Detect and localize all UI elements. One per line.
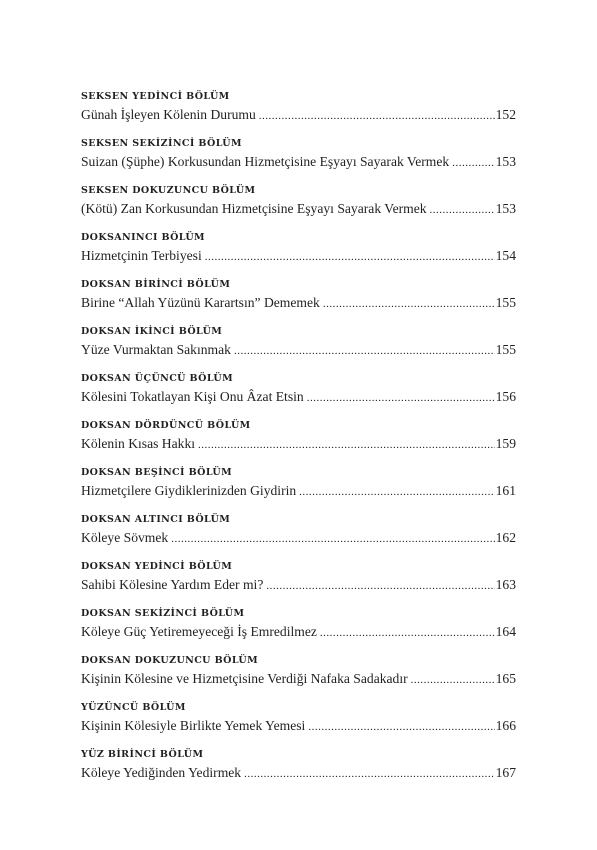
toc-entry	[81, 560, 516, 607]
dot-leader	[244, 765, 495, 783]
chapter-heading: DOKSAN BEŞİNCİ BÖLÜM	[81, 467, 233, 478]
page-number: 165	[495, 671, 516, 686]
toc-entry	[81, 137, 516, 184]
chapter-heading: DOKSAN YEDİNCİ BÖLÜM	[81, 561, 233, 572]
toc-entry	[81, 466, 516, 513]
chapter-heading: DOKSAN DÖRDÜNCÜ BÖLÜM	[81, 420, 251, 431]
toc-entry	[81, 513, 516, 560]
toc-line	[81, 247, 516, 267]
dot-leader	[307, 389, 495, 407]
table-of-contents	[81, 90, 516, 795]
toc-entry	[81, 325, 516, 372]
dot-leader	[308, 718, 494, 736]
page-number: 161	[495, 483, 516, 498]
dot-leader	[171, 530, 494, 548]
toc-entry	[81, 184, 516, 231]
dot-leader	[266, 577, 494, 595]
section-title: Kişinin Kölesiyle Birlikte Yemek Yemesi	[81, 718, 306, 733]
dot-leader	[323, 295, 495, 313]
dot-leader	[234, 342, 495, 360]
section-title: Sahibi Kölesine Yardım Eder mi?	[81, 577, 264, 592]
section-title: Kölenin Kısas Hakkı	[81, 436, 196, 451]
chapter-heading: DOKSAN BİRİNCİ BÖLÜM	[81, 279, 231, 290]
toc-line	[81, 153, 516, 173]
section-title: Köleye Güç Yetiremeyeceği İş Emredilmez	[81, 624, 317, 639]
chapter-heading: DOKSAN İKİNCİ BÖLÜM	[81, 326, 223, 337]
toc-line	[81, 576, 516, 596]
dot-leader	[198, 436, 495, 454]
chapter-heading: DOKSAN ÜÇÜNCÜ BÖLÜM	[81, 373, 234, 384]
chapter-heading: SEKSEN DOKUZUNCU BÖLÜM	[81, 185, 256, 196]
section-title: Kölesini Tokatlayan Kişi Onu Âzat Etsin	[81, 389, 304, 404]
chapter-heading: SEKSEN SEKİZİNCİ BÖLÜM	[81, 138, 242, 149]
page-number: 156	[495, 389, 516, 404]
page-number: 155	[495, 295, 516, 310]
section-title: Birine “Allah Yüzünü Karartsın” Dememek	[81, 295, 320, 310]
page-number: 153	[495, 154, 516, 169]
toc-entry	[81, 748, 516, 795]
section-title: (Kötü) Zan Korkusundan Hizmetçisine Eşyayı Sayarak Vermek	[81, 201, 427, 216]
toc-entry	[81, 419, 516, 466]
section-title: Günah İşleyen Kölenin Durumu	[81, 107, 256, 122]
chapter-heading: DOKSANINCI BÖLÜM	[81, 232, 205, 243]
chapter-heading: YÜZÜNCÜ BÖLÜM	[81, 702, 186, 713]
toc-line	[81, 670, 516, 690]
section-title: Köleye Yediğinden Yedirmek	[81, 765, 242, 780]
chapter-heading: SEKSEN YEDİNCİ BÖLÜM	[81, 91, 230, 102]
toc-line	[81, 717, 516, 737]
toc-line	[81, 764, 516, 784]
dot-leader	[259, 107, 495, 125]
section-title: Hizmetçinin Terbiyesi	[81, 248, 202, 263]
page-number: 167	[495, 765, 516, 780]
toc-line	[81, 435, 516, 455]
section-title: Hizmetçilere Giydiklerinizden Giydirin	[81, 483, 297, 498]
page-number: 159	[495, 436, 516, 451]
toc-entry	[81, 607, 516, 654]
section-title: Köleye Sövmek	[81, 530, 169, 545]
chapter-heading: YÜZ BİRİNCİ BÖLÜM	[81, 749, 204, 760]
page-number: 153	[495, 201, 516, 216]
chapter-heading: DOKSAN SEKİZİNCİ BÖLÜM	[81, 608, 245, 619]
toc-entry	[81, 654, 516, 701]
chapter-heading: DOKSAN DOKUZUNCU BÖLÜM	[81, 655, 259, 666]
dot-leader	[299, 483, 494, 501]
toc-line	[81, 341, 516, 361]
page-number: 162	[495, 530, 516, 545]
toc-line	[81, 623, 516, 643]
page-number: 166	[495, 718, 516, 733]
toc-entry	[81, 90, 516, 137]
toc-line	[81, 106, 516, 126]
page-number: 155	[495, 342, 516, 357]
dot-leader	[320, 624, 495, 642]
toc-line	[81, 529, 516, 549]
page-number: 152	[495, 107, 516, 122]
section-title: Kişinin Kölesine ve Hizmetçisine Verdiği Nafaka Sadakadır	[81, 671, 408, 686]
dot-leader	[205, 248, 495, 266]
toc-line	[81, 388, 516, 408]
dot-leader	[411, 671, 495, 689]
toc-line	[81, 482, 516, 502]
toc-entry	[81, 231, 516, 278]
toc-line	[81, 200, 516, 220]
toc-entry	[81, 701, 516, 748]
page-number: 154	[495, 248, 516, 263]
page-number: 163	[495, 577, 516, 592]
chapter-heading: DOKSAN ALTINCI BÖLÜM	[81, 514, 231, 525]
dot-leader	[430, 201, 495, 219]
section-title: Suizan (Şüphe) Korkusundan Hizmetçisine Eşyayı Sayarak Vermek	[81, 154, 450, 169]
toc-line	[81, 294, 516, 314]
section-title: Yüze Vurmaktan Sakınmak	[81, 342, 231, 357]
toc-entry	[81, 278, 516, 325]
dot-leader	[452, 154, 494, 172]
toc-entry	[81, 372, 516, 419]
page-number: 164	[495, 624, 516, 639]
